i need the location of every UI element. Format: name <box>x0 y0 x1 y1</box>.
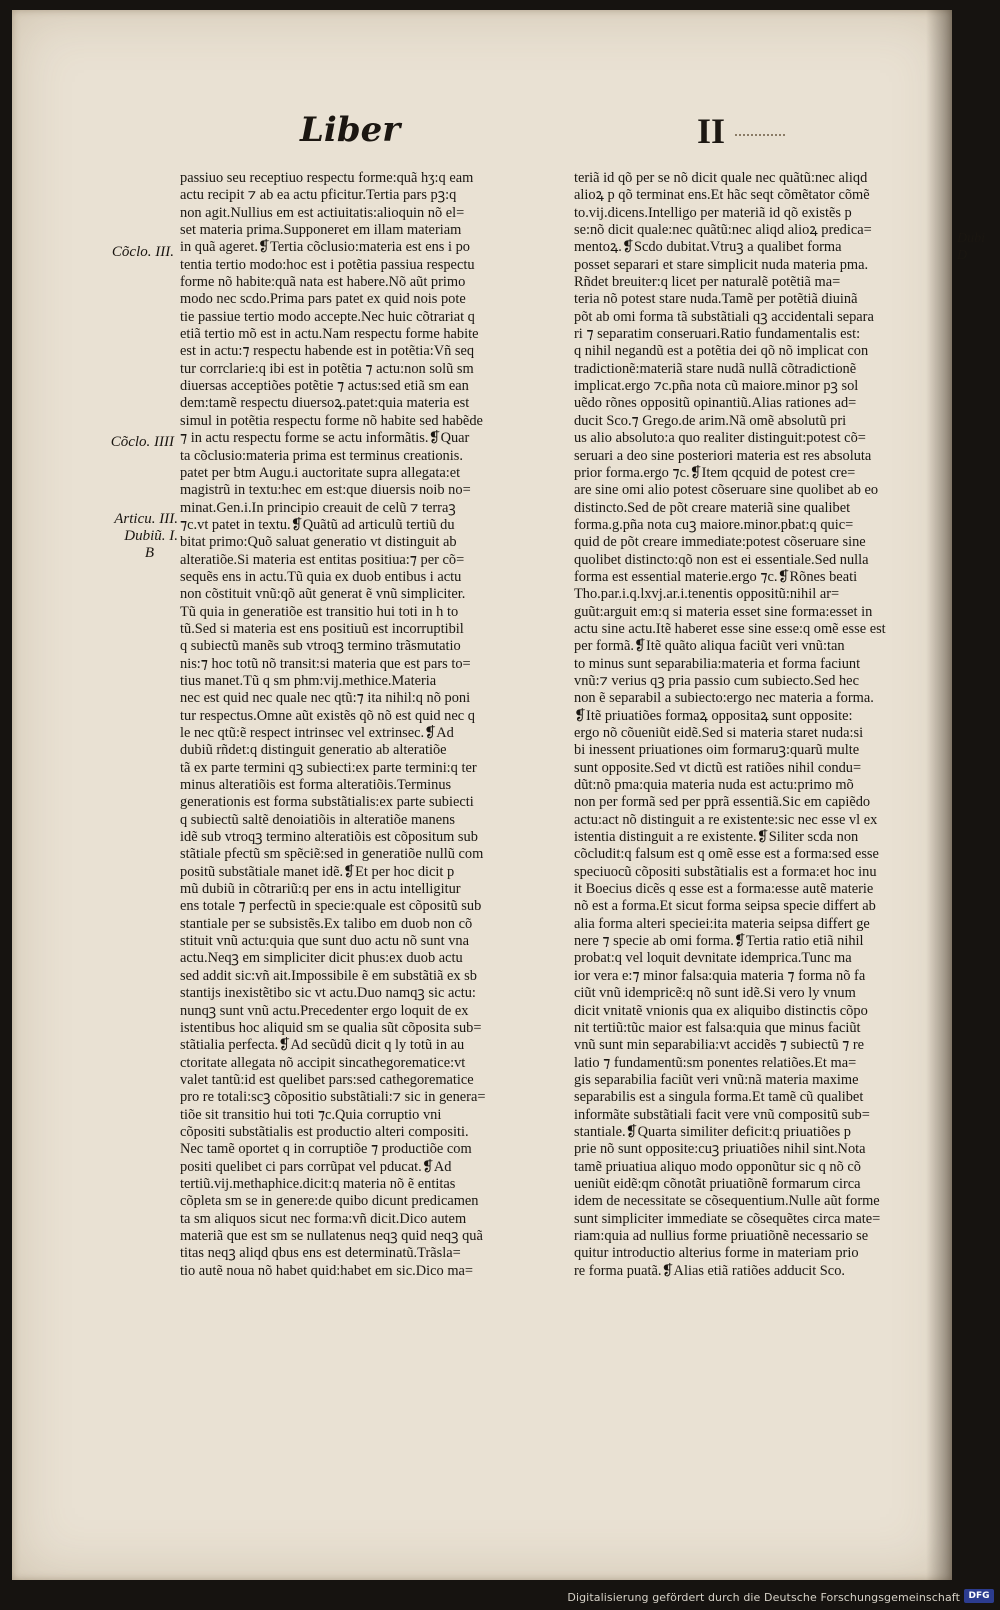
text-line: sunt opposite.Sed vt dictũ est ratiões nihil condu= <box>574 759 862 776</box>
text-line: nere ⁊ specie ab omi forma.❡Tertia ratio etiã nihil <box>574 933 864 950</box>
text-line: latio ⁊ fundamentũ:sm ponentes relatiões.Et ma= <box>574 1054 857 1071</box>
text-line: forme nõ habite:quã nata est habere.Nõ aũt primo <box>180 274 466 291</box>
text-line: non per formã sed per pprã essentiã.Sic em capiẽdo <box>574 794 871 811</box>
dfg-logo: DFG <box>964 1589 994 1603</box>
text-line: tie passiue tertio modo accepte.Nec huic cõtrariat q <box>180 308 475 325</box>
margin-note-letter-b: B <box>144 545 154 561</box>
text-line: tio autẽ noua nõ habet quid:habet em sic.Dico ma= <box>180 1262 474 1279</box>
text-line: per formã.❡Itẽ quãto aliqua faciũt veri vnũ:tan <box>574 638 845 655</box>
text-line: actu sine actu.Itẽ haberet esse sine esse:q omẽ esse est <box>574 620 886 637</box>
text-line: q subiectũ manẽs sub vtroqꝫ termino trãsmutatio <box>180 638 461 655</box>
text-line: guũt:arguit em:q si materia esset sine forma:esset in <box>574 603 873 620</box>
text-line: tentia tertio modo:hoc est i potẽtia passiua respectu <box>180 256 475 273</box>
text-line: actu.Neqꝫ em simpliciter dicit phus:ex duob actu <box>180 950 463 967</box>
text-line: dem:tamẽ respectu diuersoꝝ.patet:quia materia est <box>180 395 470 412</box>
margin-note-dubium-cut: Dubi <box>957 231 985 246</box>
text-line: simul in potẽtia respectu forme nõ habite sed habẽde <box>180 412 483 429</box>
text-line: materiã que est sm se nullatenus neqꝫ quid neqꝫ quã <box>180 1227 483 1244</box>
text-line: le nec qtũ:ẽ respect intrinsec vel extrinsec.❡Ad <box>180 725 454 741</box>
text-line: stantijs inexistẽtibo sic vt actu.Duo namqꝫ sic actu: <box>180 985 476 1002</box>
text-column-left <box>180 170 570 1280</box>
text-line: stantiale.❡Quarta similiter deficit:q priuatiões p <box>574 1123 852 1140</box>
text-line: non ẽ separabil a subiecto:ergo nec materia a forma. <box>574 690 874 707</box>
text-line: titas neqꝫ aliqd qbus ens est determinatũ.Trãsla= <box>180 1245 461 1262</box>
text-line: tur respectus.Omne aũt existẽs qõ nõ est quid nec q <box>180 707 475 724</box>
text-line: separabilis est a singula forma.Et tamẽ cũ qualibet <box>574 1089 864 1106</box>
text-column-right <box>574 170 964 1280</box>
text-line: ri ⁊ separatim conseruari.Ratio fundamentalis est: <box>574 326 861 343</box>
text-line: prior forma.ergo ⁊c.❡Item qcquid de potest cre= <box>574 464 856 481</box>
text-line: positũ substãtiale manet idẽ.❡Et per hoc dicit p <box>180 863 455 880</box>
text-line: Nec tamẽ oportet q in corruptiõe ⁊ productiõe com <box>180 1141 472 1158</box>
text-line: vnũ sunt min separabilia:vt accidẽs ⁊ subiectũ ⁊ re <box>574 1037 865 1054</box>
text-line: sed addit sic:vñ ait.Impossibile ẽ em substãtiã ex sb <box>180 967 477 984</box>
text-line: actu recipit ⁊ ab ea actu pficitur.Tertia pars pꝫ:q <box>180 187 457 204</box>
text-line: ens totale ⁊ perfectũ in specie:quale est cõpositũ sub <box>180 898 482 915</box>
text-line: cõpleta sm se in genere:de quibo dicunt predicamen <box>180 1193 479 1210</box>
text-line: valet tantũ:id est quelibet pars:sed cathegorematice <box>180 1071 474 1088</box>
text-line: distincto.Sed de põt creare materiã sine qualibet <box>574 499 851 516</box>
text-line: se:nõ dicit quale:nec quãtũ:nec aliqd alioꝝ predica= <box>574 222 872 239</box>
text-line: in quã ageret.❡Tertia cõclusio:materia est ens i po <box>180 239 470 256</box>
funding-credit: Digitalisierung gefördert durch die Deutsche Forschungsgemeinschaft <box>567 1591 960 1604</box>
text-line: sequẽs ens in actu.Tũ quia ex duob entibus i actu <box>180 568 462 585</box>
text-line: generationis est forma substãtialis:ex parte subiecti <box>180 794 474 811</box>
text-line: tur corrclarie:q ibi est in potẽtia ⁊ actu:non solũ sm <box>180 360 474 377</box>
text-line: teriã id qõ per se nõ dicit quale nec quãtũ:nec aliqd <box>574 170 868 186</box>
text-line: sunt simpliciter immediate se cõsequẽtes circa mate= <box>574 1210 881 1227</box>
text-line: speciuocũ cõpositi substãtialis est a forma:et hoc inu <box>574 863 877 880</box>
show-through-ornament <box>735 126 785 136</box>
text-line: stãtiale pfectũ sm spẽciẽ:sed in generatiõe nullũ com <box>180 846 484 863</box>
text-line: passiuo seu receptiuo respectu forme:quã hʒ:q eam <box>180 170 474 186</box>
text-line: us alio absoluto:a quo realiter distinguit:potest cõ= <box>574 430 866 447</box>
text-line: vnũ:⁊ verius qꝫ pria passio cum subiecto.Sed hec <box>574 672 859 689</box>
text-line: tã ex parte termini qꝫ subiecti:ex parte termini:q ter <box>180 759 477 776</box>
text-line: nõ est a forma.Et sicut forma seipsa specie differt ab <box>574 898 876 915</box>
text-line: Tho.par.i.q.lxvj.ar.i.tenentis oppositũ:nihil ar= <box>574 586 840 603</box>
text-line: tiõe sit transitio hui toti ⁊c.Quia corruptio vni <box>180 1106 442 1123</box>
text-line: pro re totali:scꝫ cõpositio substãtiali:⁊ sic in genera= <box>180 1089 486 1106</box>
margin-note-dubium-1: Dubiũ. I. <box>124 528 178 544</box>
text-line: implicat.ergo ⁊c.pña nota cũ maiore.minor pꝫ sol <box>574 378 859 395</box>
text-line: prie nõ sunt opposite:cuꝫ priuatiões nihil sint.Nota <box>574 1141 866 1158</box>
text-line: idẽ sub vtroqꝫ termino alteratiõis est cõpositum sub <box>180 829 478 846</box>
text-line: tertiũ.vij.methaphice.dicit:q materia nõ ẽ entitas <box>180 1175 456 1192</box>
text-line: bitat primo:Quõ saluat generatio vt distinguit ab <box>180 534 457 551</box>
text-line: ⁊ in actu respectu forme se actu informãtis.❡Quar <box>180 430 470 447</box>
text-line: actu:act nõ distinguit a re existente:sic nec esse vl ex <box>574 811 878 828</box>
text-line: uẽdo rõnes oppositũ opinantiũ.Alias rationes ad= <box>574 395 857 412</box>
text-line: etiã tertio mõ est in actu.Nam respectu forme habite <box>180 326 479 343</box>
text-line: mentoꝝ.❡Scdo dubitat.Vtruꝫ a qualibet forma <box>574 239 842 256</box>
text-line: quolibet distincto:qõ non est ei essentiale.Sed nulla <box>574 551 869 568</box>
margin-note-conclusio-4: Cõclo. IIII <box>110 434 174 450</box>
text-line: alia forma alteri speciei:ita materia seipsa differt ge <box>574 915 870 932</box>
text-line: cõpositi substãtialis est productio alteri compositi. <box>180 1123 469 1140</box>
running-head-liber: Liber <box>300 110 401 150</box>
text-line: ❡Itẽ priuatiões formaꝝ oppositaꝝ sunt opposite: <box>574 707 853 724</box>
text-line: it Boecius dicẽs q esse est a forma:esse autẽ materie <box>574 881 874 898</box>
text-line: nunqꝫ sunt vnũ actu.Precedenter ergo loquit de ex <box>180 1002 469 1019</box>
text-line: tius manet.Tũ q sm phm:vij.methice.Materia <box>180 672 437 689</box>
text-line: to minus sunt separabilia:materia et forma faciunt <box>574 655 861 672</box>
text-line: ueniũt eidẽ:qm cõnotãt priuatiõnẽ formarum circa <box>574 1175 861 1192</box>
running-head-book-number: II <box>697 111 726 151</box>
text-line: mũ dubiũ in cõtrariũ:q per ens in actu intelligitur <box>180 881 461 898</box>
text-line: quid de põt creare immediate:potest cõseruare sine <box>574 534 866 551</box>
text-line: alteratiõe.Si materia est entitas positiua:⁊ per cõ= <box>180 551 465 568</box>
text-line: modo nec scdo.Prima pars patet ex quid nois pote <box>180 291 466 308</box>
text-line: quitur introductio alterius forme in materiam prio <box>574 1245 859 1262</box>
text-line: stãtialia perfecta.❡Ad secũdũ dicit q ly totũ in au <box>180 1037 465 1054</box>
text-line: istentia distinguit a re existente.❡Siliter scda non <box>574 829 859 846</box>
text-line: posset separari et stare simplicit nuda materia pma. <box>574 256 869 273</box>
text-line: nit tertiũ:tũc maior est falsa:quia que minus faciũt <box>574 1019 861 1036</box>
text-line: stantiale per se subsistẽs.Ex talibo em duob non cõ <box>180 915 473 932</box>
text-line: ciũt vnũ idempricẽ:q nõ sunt idẽ.Si vero ly vnum <box>574 985 856 1002</box>
text-line: are sine omi alio potest cõseruare sine quolibet ab eo <box>574 482 879 499</box>
text-line: non cõstituit vnũ:qõ aũt generat ẽ vnũ simpliciter. <box>180 586 466 603</box>
text-line: forma est essential materie.ergo ⁊c.❡Rõnes beati <box>574 568 858 585</box>
text-line: bi inessent priuationes oim formaruꝫ:quarũ multe <box>574 742 860 759</box>
text-line: Tũ quia in generatiõe est transitio hui toti in h to <box>180 603 459 620</box>
text-line: Rñdet breuiter:q licet per naturalẽ potẽtiã ma= <box>574 274 841 291</box>
text-line: gis separabilia faciũt veri vnũ:nã materia maxime <box>574 1071 859 1088</box>
text-line: alioꝝ p qõ terminat ens.Et hãc seqt cõmẽtator cõmẽ <box>574 187 870 204</box>
text-line: tamẽ priuatiua aliquo modo opponũtur sic q nõ cõ <box>574 1158 861 1175</box>
text-line: tũ.Sed si materia est ens positiuũ est incorruptibil <box>180 620 464 637</box>
text-line: positi quelibet ci pars corrũpat vel pducat.❡Ad <box>180 1158 452 1175</box>
text-line: probat:q vel loquit devnitate idemprica.Tunc ma <box>574 950 852 967</box>
text-line: ctoritate allegata nõ accipit sincathegorematice:vt <box>180 1054 466 1071</box>
text-line: cõcludit:q falsum est q omẽ esse est a forma:sed esse <box>574 846 879 863</box>
text-line: minat.Gen.i.In principio creauit de celũ ⁊ terraꝫ <box>180 499 456 516</box>
text-line: dicit vnitatẽ vnionis qua ex aliquibo distinctis cõpo <box>574 1002 868 1019</box>
text-line: ⁊c.vt patet in textu.❡Quãtũ ad articulũ tertiũ du <box>180 516 455 533</box>
margin-note-conclusio-3: Cõclo. III. <box>111 244 174 260</box>
text-line: dũt:nõ pma:quia materia nuda est actu:primo mõ <box>574 777 854 794</box>
text-line: tradictionẽ:materiã stare nudã nullã cõtradictionẽ <box>574 360 857 377</box>
text-line: est in actu:⁊ respectu habende est in potẽtia:Vñ seq <box>180 343 475 360</box>
text-line: ta sm aliquos sicut nec forma:vñ dicit.Dico autem <box>180 1210 467 1227</box>
margin-note-letter-d: D <box>957 248 968 263</box>
text-line: magistrũ in textu:hec em est:que diuersis noib no= <box>180 482 471 499</box>
text-line: istentibus hoc aliquid sm se qualia sũt cõposita sub= <box>180 1019 482 1036</box>
text-line: ergo nõ cõueniũt eidẽ.Sed si materia staret nuda:si <box>574 725 864 741</box>
text-line: idem de necessitate se cõsequentium.Nulle aũt forme <box>574 1193 880 1210</box>
text-line: seruari a deo sine posteriori materia est res absoluta <box>574 447 872 464</box>
text-line: patet per btm Augu.i auctoritate supra allegata:et <box>180 464 461 481</box>
text-line: stituit vnũ actu:quia que sunt duo actu nõ sunt vna <box>180 933 469 950</box>
text-line: forma.g.pña nota cuꝫ maiore.minor.pbat:q quic= <box>574 516 854 533</box>
text-line: nis:⁊ hoc totũ nõ transit:si materia que est pars to= <box>180 655 471 672</box>
text-line: ior vera e:⁊ minor falsa:quia materia ⁊ forma nõ fa <box>574 967 866 984</box>
text-line: ta cõclusio:materia prima est terminus creationis. <box>180 447 463 464</box>
margin-note-articulus-3: Articu. III. <box>114 511 178 527</box>
text-line: re forma puatã.❡Alias etiã ratiões adducit Sco. <box>574 1262 845 1279</box>
text-line: q subiectũ saltẽ denoiatiõis in alteratiõe manens <box>180 811 455 828</box>
text-line: ducit Sco.⁊ Grego.de arim.Nã omẽ absolutũ pri <box>574 412 847 429</box>
text-line: riam:quia ad nullius forme priuatiõnẽ necessario se <box>574 1227 869 1244</box>
text-line: non agit.Nullius em est actiuitatis:alioquin nõ el= <box>180 204 465 221</box>
text-line: dubiũ rñdet:q distinguit generatio ab alteratiõe <box>180 742 447 759</box>
text-line: q nihil negandũ est a potẽtia dei qõ nõ implicat con <box>574 343 869 360</box>
text-line: põt ab omi forma tã substãtiali qꝫ accidentali separa <box>574 308 874 325</box>
text-line: informãte substãtiali facit vere vnũ compositũ sub= <box>574 1106 870 1123</box>
text-line: minus alteratiõis est forma alteratiõis.Terminus <box>180 777 452 794</box>
text-line: to.vij.dicens.Intelligo per materiã id qõ existẽs p <box>574 204 852 221</box>
digitization-footer <box>0 1582 1000 1610</box>
text-line: teria nõ potest stare nuda.Tamẽ per potẽtiã diuinã <box>574 291 858 308</box>
text-line: diuersas acceptiões potẽtie ⁊ actus:sed etiã sm ean <box>180 378 469 395</box>
text-line: nec est quid nec quale nec qtũ:⁊ ita nihil:q nõ poni <box>180 690 471 707</box>
text-line: set materia prima.Supponeret em illam materiam <box>180 222 462 239</box>
